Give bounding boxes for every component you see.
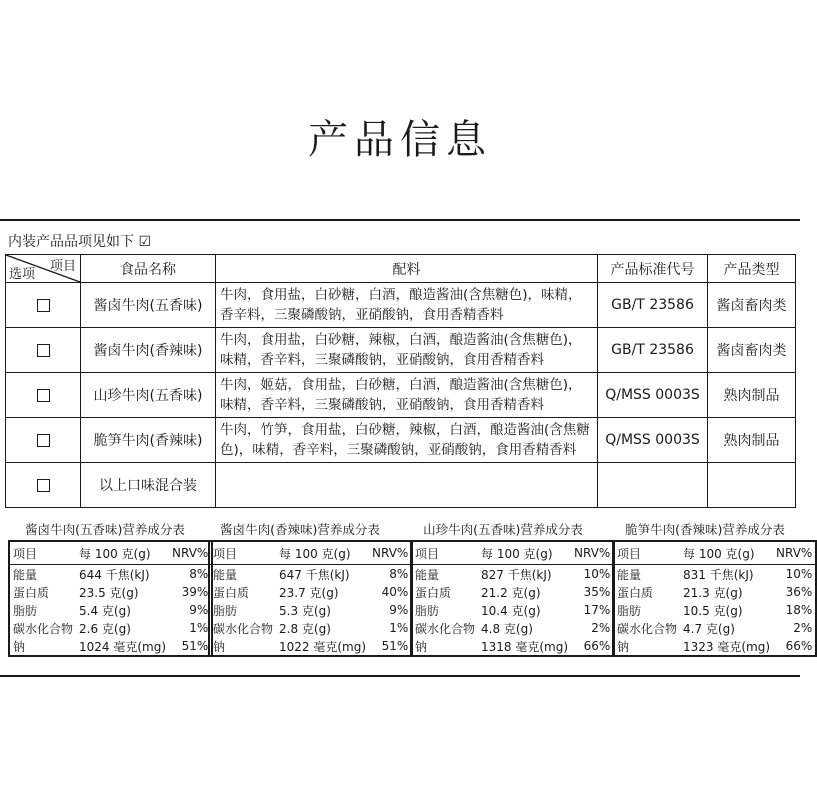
option-checkbox[interactable]	[37, 389, 50, 402]
nut-nrv: 1%	[389, 621, 409, 635]
nut-item: 碳水化合物	[13, 621, 74, 636]
nut-item: 蛋白质	[13, 585, 50, 600]
nut-nrv: 17%	[583, 603, 611, 617]
nut-value: 4.7 克(g)	[683, 621, 735, 636]
nut-nrv: 51%	[181, 639, 209, 653]
product-type: 熟肉制品	[708, 373, 796, 418]
nut-nrv: 35%	[583, 585, 611, 599]
nut-item: 钠	[617, 639, 630, 654]
nut-nrv: 8%	[189, 567, 209, 581]
nut-value: 1318 毫克(mg)	[481, 639, 569, 654]
nut-item: 脂肪	[213, 603, 238, 618]
option-checkbox[interactable]	[37, 479, 50, 492]
product-name: 酱卤牛肉(五香味)	[81, 283, 216, 328]
nut-head-per100: 每 100 克(g)	[680, 541, 773, 565]
nut-nrv: 18%	[785, 603, 813, 617]
nut-value: 827 千焦(kJ)	[481, 567, 552, 582]
nut-item: 脂肪	[13, 603, 38, 618]
ingredients: 牛肉，竹笋，食用盐，白砂糖，辣椒，白酒，酿造酱油(含焦糖色)，味精，香辛料，三聚磷酸钠，亚硝酸钠，食用香精香料	[216, 418, 598, 463]
nut-head-per100: 每 100 克(g)	[276, 541, 369, 565]
product-type: 酱卤畜肉类	[708, 328, 796, 373]
nut-nrv: 66%	[583, 639, 611, 653]
standard-code	[598, 463, 708, 508]
product-type: 熟肉制品	[708, 418, 796, 463]
product-name: 山珍牛肉(五香味)	[81, 373, 216, 418]
header-corner-bottom: 选项	[9, 267, 36, 282]
header-standard: 产品标准代号	[598, 255, 708, 283]
nut-head-nrv: NRV%	[773, 541, 816, 565]
standard-code: Q/MSS 0003S	[598, 373, 708, 418]
nut-value: 21.2 克(g)	[481, 585, 541, 600]
nut-item: 碳水化合物	[213, 621, 274, 636]
nutrition-table	[612, 540, 817, 657]
nutrition-title: 脆笋牛肉(香辣味)营养成分表	[625, 522, 785, 537]
ingredients: 牛肉，食用盐，白砂糖，辣椒，白酒，酿造酱油(含焦糖色)，味精，香辛料，三聚磷酸钠，亚硝酸钠，食用香精香料	[216, 328, 598, 373]
nut-head-per100: 每 100 克(g)	[478, 541, 571, 565]
nut-head-nrv: NRV%	[169, 541, 212, 565]
standard-code: Q/MSS 0003S	[598, 418, 708, 463]
ingredients	[216, 463, 598, 508]
nut-value: 10.4 克(g)	[481, 603, 541, 618]
product-type	[708, 463, 796, 508]
nutrition-table	[8, 540, 213, 657]
header-corner	[6, 255, 81, 283]
contents-note: 内装产品品项见如下 ☑	[8, 234, 152, 250]
product-name: 酱卤牛肉(香辣味)	[81, 328, 216, 373]
header-type: 产品类型	[708, 255, 796, 283]
nut-nrv: 39%	[181, 585, 209, 599]
nut-nrv: 8%	[389, 567, 409, 581]
table-row	[6, 463, 796, 508]
nut-value: 2.8 克(g)	[279, 621, 331, 636]
nut-item: 能量	[213, 567, 238, 582]
nut-nrv: 2%	[591, 621, 611, 635]
product-name: 以上口味混合装	[81, 463, 216, 508]
nut-value: 644 千焦(kJ)	[79, 567, 150, 582]
nutrition-title: 酱卤牛肉(五香味)营养成分表	[25, 522, 185, 537]
product-type: 酱卤畜肉类	[708, 283, 796, 328]
nutrition-table	[208, 540, 413, 657]
nutrition-title: 酱卤牛肉(香辣味)营养成分表	[220, 522, 380, 537]
ingredients: 牛肉，食用盐，白砂糖，白酒，酿造酱油(含焦糖色)，味精，香辛料，三聚磷酸钠，亚硝酸钠，食用香精香料	[216, 283, 598, 328]
nut-value: 647 千焦(kJ)	[279, 567, 350, 582]
standard-code: GB/T 23586	[598, 328, 708, 373]
option-checkbox[interactable]	[37, 344, 50, 357]
table-header-row	[6, 255, 796, 283]
nut-nrv: 2%	[793, 621, 813, 635]
nut-value: 5.4 克(g)	[79, 603, 131, 618]
nut-nrv: 9%	[189, 603, 209, 617]
nut-value: 1024 毫克(mg)	[79, 639, 167, 654]
nut-value: 5.3 克(g)	[279, 603, 331, 618]
page-title: 产品信息	[308, 117, 492, 163]
table-row	[6, 283, 796, 328]
nut-nrv: 66%	[785, 639, 813, 653]
nut-item: 蛋白质	[415, 585, 452, 600]
nut-item: 钠	[13, 639, 26, 654]
table-row	[6, 418, 796, 463]
option-checkbox[interactable]	[37, 299, 50, 312]
nut-head-item: 项目	[411, 541, 478, 565]
nutrition-table	[410, 540, 615, 657]
nut-item: 蛋白质	[617, 585, 654, 600]
ingredients: 牛肉，姬菇，食用盐，白砂糖，白酒，酿造酱油(含焦糖色)，味精，香辛料，三聚磷酸钠，亚硝酸钠，食用香精香料	[216, 373, 598, 418]
nut-item: 脂肪	[415, 603, 440, 618]
nut-value: 23.5 克(g)	[79, 585, 139, 600]
table-row	[6, 328, 796, 373]
nut-nrv: 36%	[785, 585, 813, 599]
nut-item: 蛋白质	[213, 585, 250, 600]
product-name: 脆笋牛肉(香辣味)	[81, 418, 216, 463]
nut-item: 碳水化合物	[415, 621, 476, 636]
nut-value: 1323 毫克(mg)	[683, 639, 771, 654]
nut-nrv: 1%	[189, 621, 209, 635]
option-checkbox[interactable]	[37, 434, 50, 447]
nut-item: 能量	[415, 567, 440, 582]
standard-code: GB/T 23586	[598, 283, 708, 328]
nut-nrv: 51%	[381, 639, 409, 653]
nut-value: 10.5 克(g)	[683, 603, 743, 618]
header-ingredients: 配料	[216, 255, 598, 283]
nut-value: 1022 毫克(mg)	[279, 639, 367, 654]
nutrition-title: 山珍牛肉(五香味)营养成分表	[423, 522, 583, 537]
nut-head-nrv: NRV%	[369, 541, 412, 565]
product-table	[5, 254, 796, 508]
nut-head-item: 项目	[209, 541, 276, 565]
nut-item: 钠	[213, 639, 226, 654]
nut-item: 能量	[13, 567, 38, 582]
nut-head-nrv: NRV%	[571, 541, 614, 565]
nut-head-item: 项目	[613, 541, 680, 565]
header-corner-top: 项目	[49, 259, 76, 274]
nut-item: 钠	[415, 639, 428, 654]
nut-item: 脂肪	[617, 603, 642, 618]
nut-item: 碳水化合物	[617, 621, 678, 636]
nut-head-per100: 每 100 克(g)	[76, 541, 169, 565]
table-row	[6, 373, 796, 418]
nut-head-item: 项目	[9, 541, 76, 565]
nut-value: 4.8 克(g)	[481, 621, 533, 636]
nut-item: 能量	[617, 567, 642, 582]
nut-value: 831 千焦(kJ)	[683, 567, 754, 582]
nut-nrv: 9%	[389, 603, 409, 617]
nut-nrv: 40%	[381, 585, 409, 599]
header-name: 食品名称	[81, 255, 216, 283]
nut-value: 23.7 克(g)	[279, 585, 339, 600]
nut-nrv: 10%	[785, 567, 813, 581]
nut-nrv: 10%	[583, 567, 611, 581]
nut-value: 2.6 克(g)	[79, 621, 131, 636]
nut-value: 21.3 克(g)	[683, 585, 743, 600]
